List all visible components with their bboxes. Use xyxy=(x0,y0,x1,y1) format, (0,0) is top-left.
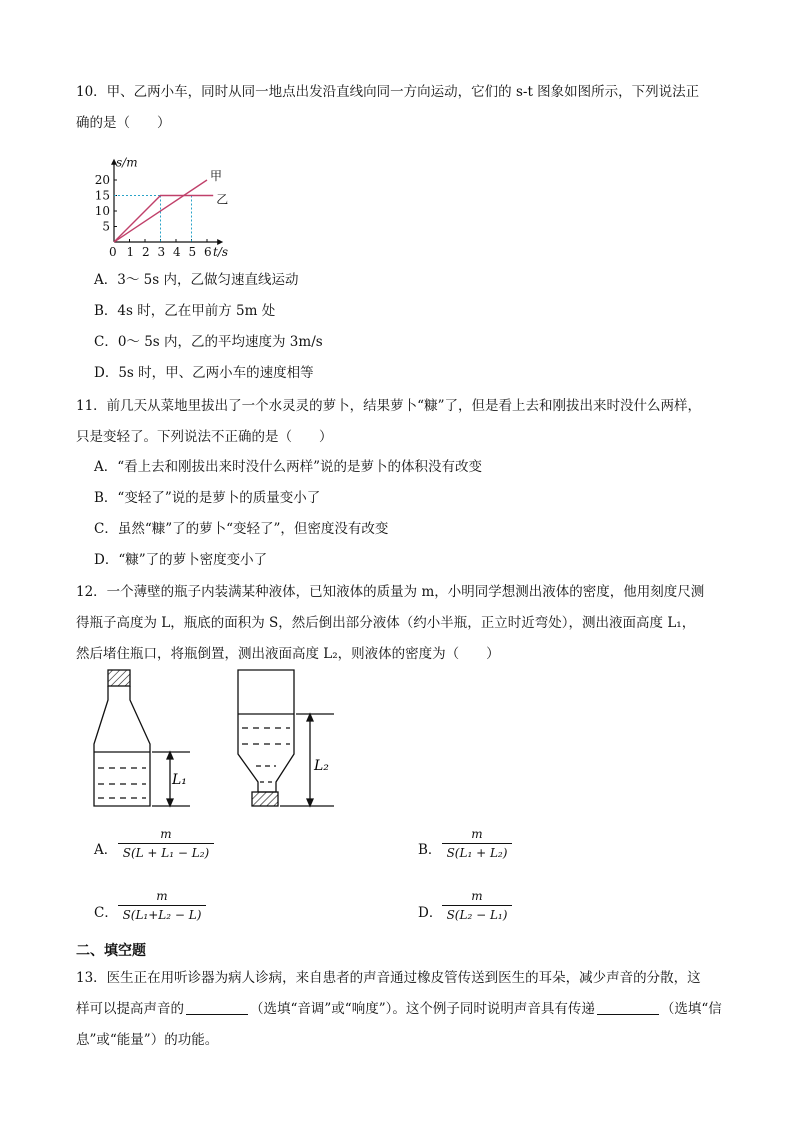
q12-option-b-numerator: m xyxy=(471,827,483,841)
q10-stem-line2: 确的是（ ） xyxy=(76,115,171,131)
q12-option-d-fraction xyxy=(442,888,512,923)
bottle-cap-hatched xyxy=(252,792,278,806)
label-l1: L₁ xyxy=(172,772,187,788)
q12-option-b-fraction xyxy=(442,826,512,861)
q11-option-b: B．“变轻了”说的是萝卜的质量变小了 xyxy=(94,490,321,506)
q11-option-a: A．“看上去和刚拔出来时没什么两样”说的是萝卜的体积没有改变 xyxy=(94,459,483,475)
x-axis-label: t/s xyxy=(213,245,229,259)
q12-option-c-denominator: S(L₁+L₂ − L) xyxy=(122,908,202,922)
q12-stem-line1: 12．一个薄壁的瓶子内装满某种液体，已知液体的质量为 m，小明同学想测出液体的密度，他用刻度尺测 xyxy=(76,584,705,600)
q12-option-c-numerator: m xyxy=(156,889,168,903)
q12-option-b-label: B． xyxy=(418,842,442,858)
x-tick-label: 5 xyxy=(188,245,197,259)
series-label-yi: 乙 xyxy=(216,192,229,207)
q13-blank-1[interactable] xyxy=(186,1000,248,1015)
q13-line2 xyxy=(76,999,726,1019)
inverted-bottle xyxy=(238,670,334,806)
x-tick-label: 3 xyxy=(157,245,166,259)
q12-option-c-label: C． xyxy=(94,905,118,921)
series-line-yi xyxy=(114,196,213,243)
y-tick-label: 15 xyxy=(94,188,110,203)
x-tick-label: 6 xyxy=(204,245,212,259)
bottle-cap-hatched xyxy=(108,670,130,686)
st-graph xyxy=(94,140,260,260)
x-tick-label: 2 xyxy=(142,245,150,259)
q11-stem-line1: 11．前几天从菜地里拔出了一个水灵灵的萝卜，结果萝卜“糠”了，但是看上去和刚拔出来时没什么两样， xyxy=(76,398,701,414)
q10-option-a: A．3～ 5s 内，乙做匀速直线运动 xyxy=(94,272,299,288)
y-tick-label: 5 xyxy=(102,219,110,234)
q12-option-b-denominator: S(L₁ + L₂) xyxy=(446,846,508,860)
y-tick-label: 10 xyxy=(94,204,110,218)
q10-option-d: D．5s 时，甲、乙两小车的速度相等 xyxy=(94,365,314,381)
q11-option-c: C．虽然“糠”了的萝卜“变轻了”，但密度没有改变 xyxy=(94,521,389,537)
section-title-fill-in: 二、填空题 xyxy=(76,943,146,959)
q13-line2-part1: 样可以提高声音的 xyxy=(76,1001,184,1017)
q12-option-d-label: D． xyxy=(418,905,443,921)
q12-option-a-numerator: m xyxy=(160,827,172,841)
q10-option-b: B．4s 时，乙在甲前方 5m 处 xyxy=(94,303,276,319)
q12-option-c-fraction xyxy=(118,888,206,923)
x-tick-label: 0 xyxy=(109,245,117,259)
bottle-diagram xyxy=(88,666,348,816)
q12-stem-line3: 然后堵住瓶口，将瓶倒置，测出液面高度 L₂，则液体的密度为（ ） xyxy=(76,646,500,662)
q13-line1: 13．医生正在用听诊器为病人诊病，来自患者的声音通过橡皮管传送到医生的耳朵，减少声音的分散，这 xyxy=(76,970,701,986)
series-label-jia: 甲 xyxy=(210,169,223,183)
q11-option-d: D．“糠”了的萝卜密度变小了 xyxy=(94,552,268,568)
q12-option-a-denominator: S(L + L₁ − L₂) xyxy=(122,846,210,860)
q12-option-d-denominator: S(L₂ − L₁) xyxy=(446,908,508,922)
x-tick-label: 4 xyxy=(173,245,181,259)
y-axis-label: s/m xyxy=(116,155,138,170)
q13-line3: 息”或“能量”）的功能。 xyxy=(76,1032,219,1048)
label-l2: L₂ xyxy=(314,758,329,774)
q10-stem-line1: 10．甲、乙两小车，同时从同一地点出发沿直线向同一方向运动，它们的 s-t 图象如图所示，下列说法正 xyxy=(76,84,700,100)
q12-option-a-fraction xyxy=(118,826,214,861)
y-tick-label: 20 xyxy=(94,173,110,187)
q12-option-d-numerator: m xyxy=(471,889,483,903)
q12-option-a-label: A． xyxy=(94,842,118,858)
q13-line2-part2: （选填“音调”或“响度”）。这个例子同时说明声音具有传递 xyxy=(250,1001,595,1017)
q10-option-c: C．0～ 5s 内，乙的平均速度为 3m/s xyxy=(94,334,323,350)
q12-stem-line2: 得瓶子高度为 L，瓶底的面积为 S，然后倒出部分液体（约小半瓶，正立时近弯处），测出液面高度 L₁， xyxy=(76,615,696,631)
q13-blank-2[interactable] xyxy=(597,1000,659,1015)
q13-line2-part3: （选填“信 xyxy=(660,1001,722,1017)
x-tick-label: 1 xyxy=(126,245,135,259)
q11-stem-line2: 只是变轻了。下列说法不正确的是（ ） xyxy=(76,429,333,445)
